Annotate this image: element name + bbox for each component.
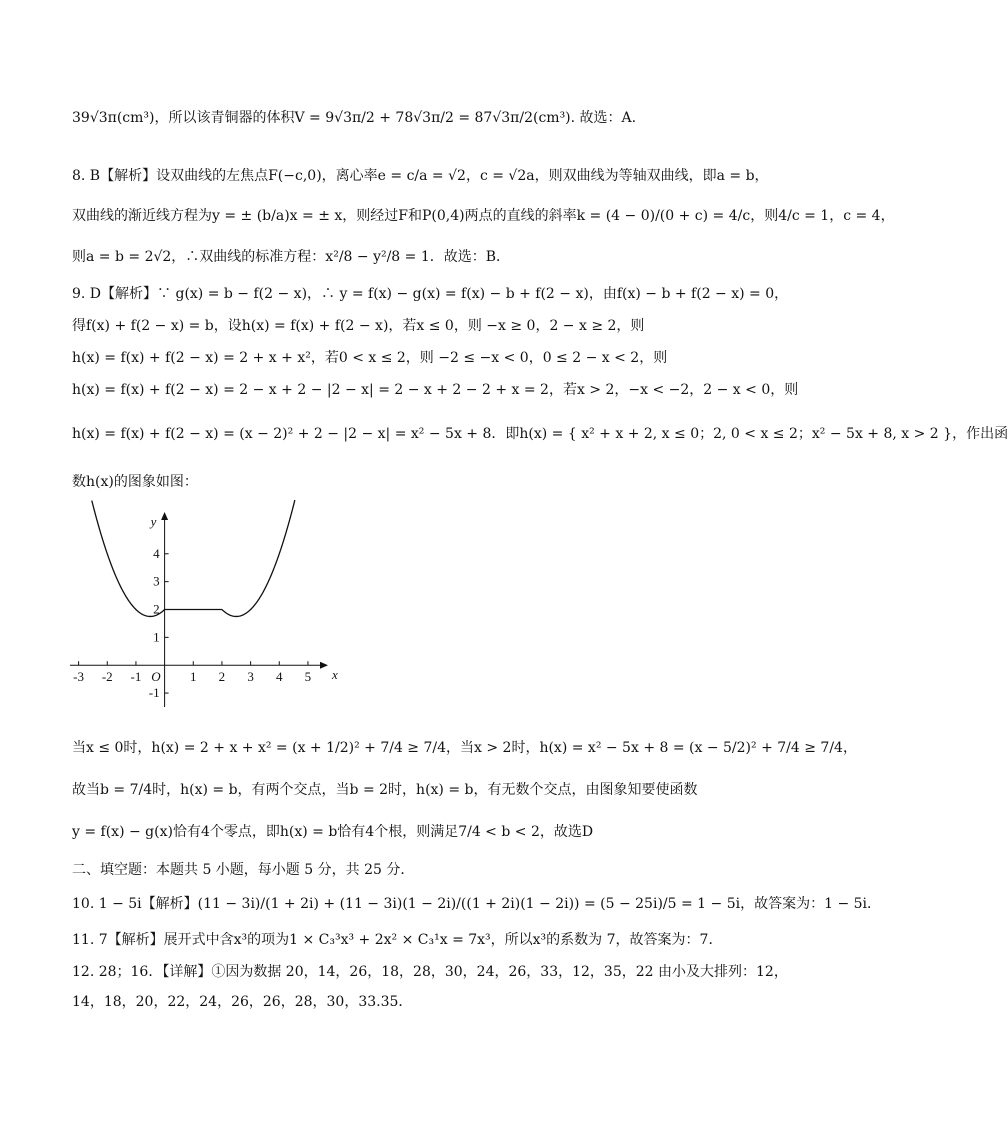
x-tick-label: 5 [304, 669, 312, 685]
origin-label: O [151, 669, 161, 685]
text-line-5: 9. D【解析】∵ g(x) = b − f(2 − x)，∴ y = f(x) − g(x) = f(x) − b + f(2 − x)，由f(x) − b + f(2 − x) = 0， [72, 286, 789, 302]
text-line-18: 14，18，20，22，24，26，26，28，30，33.35． [72, 994, 413, 1010]
text-line-13: y = f(x) − g(x)恰有4个零点，即h(x) = b恰有4个根，则满足7/4 < b < 2，故选D [72, 824, 594, 840]
x-tick-label: -2 [101, 669, 113, 685]
text-line-12: 故当b = 7/4时，h(x) = b，有两个交点，当b = 2时，h(x) = b，有无数个交点，由图象知要使函数 [72, 782, 698, 798]
y-axis-label: y [150, 514, 157, 529]
text-line-14: 二、填空题：本题共 5 小题，每小题 5 分，共 25 分． [72, 862, 415, 878]
x-tick-label: 3 [247, 669, 254, 685]
text-line-6: 得f(x) + f(2 − x) = b，设h(x) = f(x) + f(2 − x)，若x ≤ 0，则 −x ≥ 0，2 − x ≥ 2，则 [72, 318, 645, 334]
text-line-16: 11. 7【解析】展开式中含x³的项为1 × C₃³x³ + 2x² × C₃¹x = 7x³，所以x³的系数为 7，故答案为：7． [72, 932, 723, 948]
text-line-9: h(x) = f(x) + f(2 − x) = (x − 2)² + 2 − |2 − x| = x² − 5x + 8．即h(x) = { x² + x + 2, x ≤ 0；2, 0 < x ≤ 2；x² − 5x + 8, x > 2 }，作出函 [72, 426, 1008, 442]
y-tick-label: 4 [153, 545, 160, 561]
text-line-17: 12. 28；16．【详解】①因为数据 20，14，26，18，28，30，24，26，33，12，35，22 由小及大排列：12， [72, 964, 788, 980]
y-axis-arrow [161, 512, 168, 520]
x-tick-label: 2 [218, 669, 226, 685]
text-line-11: 当x ≤ 0时，h(x) = 2 + x + x² = (x + 1/2)² + 7/4 ≥ 7/4，当x > 2时，h(x) = x² − 5x + 8 = (x − 5/2)² + 7/4 ≥ 7/4， [72, 740, 857, 756]
text-line-7: h(x) = f(x) + f(2 − x) = 2 + x + x²，若0 < x ≤ 2，则 −2 ≤ −x < 0，0 ≤ 2 − x < 2，则 [72, 350, 668, 366]
text-line-2: 8. B【解析】设双曲线的左焦点F(−c,0)，离心率e = c/a = √2，c = √2a，则双曲线为等轴双曲线，即a = b， [72, 168, 769, 184]
text-line-8: h(x) = f(x) + f(2 − x) = 2 − x + 2 − |2 − x| = 2 − x + 2 − 2 + x = 2，若x > 2，−x < −2，2 − x < 0，则 [72, 382, 799, 398]
x-tick-label: -1 [130, 669, 142, 685]
function-graph [60, 500, 350, 725]
x-axis-arrow [320, 662, 328, 669]
text-line-3: 双曲线的渐近线方程为y = ± (b/a)x = ± x，则经过F和P(0,4)两点的直线的斜率k = (4 − 0)/(0 + c) = 4/c，则4/c = 1，c = 4， [72, 208, 895, 224]
y-tick-label: 3 [153, 573, 160, 589]
x-tick-label: 4 [276, 669, 283, 685]
h-curve [92, 500, 295, 616]
x-axis-label: x [332, 667, 338, 683]
x-tick-label: -3 [73, 669, 85, 685]
y-tick-label: -1 [148, 685, 160, 701]
text-line-15: 10. 1 − 5i【解析】(11 − 3i)/(1 + 2i) + (11 − 3i)(1 − 2i)/((1 + 2i)(1 − 2i)) = (5 − 25i)/5 = 1 − 5i，故答案为：1 − 5i． [72, 896, 882, 912]
text-line-4: 则a = b = 2√2，∴双曲线的标准方程：x²/8 − y²/8 = 1．故选：B． [72, 249, 511, 265]
text-line-1: 39√3π(cm³)，所以该青铜器的体积V = 9√3π/2 + 78√3π/2 = 87√3π/2(cm³). 故选：A. [72, 110, 637, 126]
y-tick-label: 1 [153, 629, 160, 645]
y-tick-label: 2 [153, 601, 160, 617]
x-tick-label: 1 [190, 669, 197, 685]
text-line-10: 数h(x)的图象如图： [72, 474, 198, 490]
